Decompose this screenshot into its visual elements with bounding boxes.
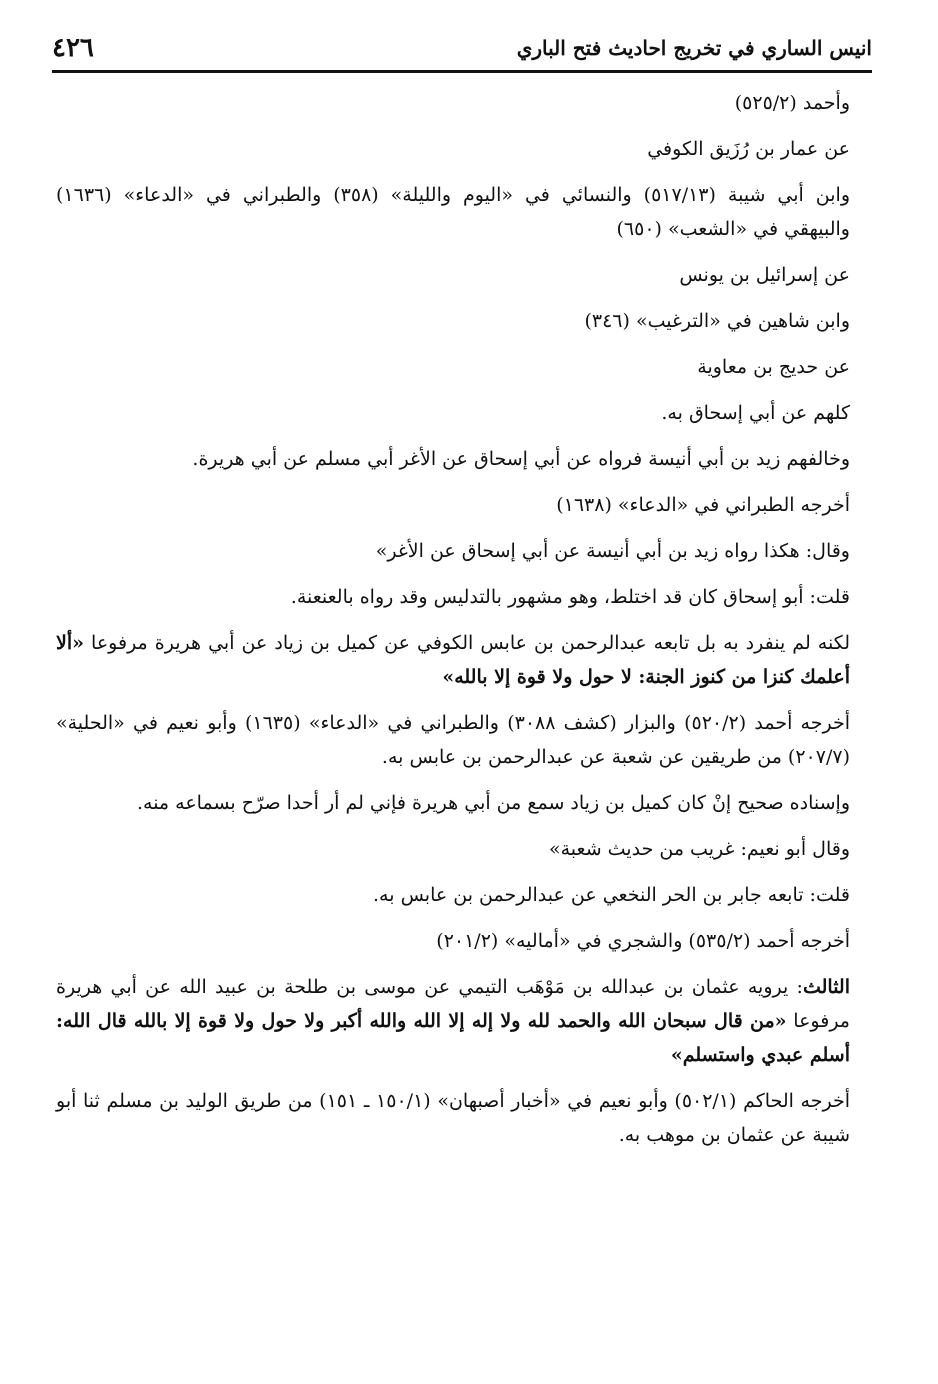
text-segment: : يرويه عثمان بن عبدالله بن مَوْهَب التيمي عن موسى بن طلحة بن عبيد الله عن أبي هريرة مرفوعا: [56, 976, 850, 1032]
paragraph: [56, 878, 872, 912]
page-body: [56, 86, 872, 1344]
text-segment: وقال: هكذا رواه زيد بن أبي أنيسة عن أبي إسحاق عن الأغر»: [375, 540, 850, 562]
paragraph: [56, 350, 872, 384]
text-segment: عن عمار بن رُزَيق الكوفي: [647, 138, 850, 160]
paragraph: [56, 442, 872, 476]
paragraph: [56, 832, 872, 866]
bold-text-segment: «ألا أعلمك كنزا من كنوز الجنة: لا حول ولا قوة إلا بالله»: [56, 632, 850, 688]
text-segment: وابن أبي شيبة (٥١٧/١٣) والنسائي في «اليوم والليلة» (٣٥٨) والطبراني في «الدعاء» (١٦٣٦) والبيهقي في «الشعب» (٦٥٠): [56, 184, 851, 240]
bold-text-segment: «من قال سبحان الله والحمد لله ولا إله إلا الله والله أكبر ولا حول ولا قوة إلا بالله قال الله: أسلم عبدي واستسلم»: [56, 1010, 850, 1066]
paragraph: [56, 970, 872, 1072]
text-segment: أخرجه أحمد (٥٣٥/٢) والشجري في «أماليه» (٢٠١/٢): [436, 930, 850, 952]
paragraph: [56, 924, 872, 958]
paragraph: [56, 534, 872, 568]
paragraph: [56, 626, 872, 694]
paragraph: [56, 258, 872, 292]
text-segment: وابن شاهين في «الترغيب» (٣٤٦): [584, 310, 850, 332]
bold-text-segment: الثالث: [802, 976, 850, 998]
text-segment: أخرجه الحاكم (٥٠٢/١) وأبو نعيم في «أخبار أصبهان» (١٥٠/١ ـ ١٥١) من طريق الوليد بن مسلم ثنا أبو شيبة عن عثمان بن موهب به.: [56, 1090, 850, 1146]
text-segment: كلهم عن أبي إسحاق به.: [661, 402, 850, 424]
text-segment: وخالفهم زيد بن أبي أنيسة فرواه عن أبي إسحاق عن الأغر أبي مسلم عن أبي هريرة.: [192, 448, 850, 470]
paragraph: [56, 580, 872, 614]
page-header: [52, 26, 872, 73]
paragraph: [56, 396, 872, 430]
paragraph: [56, 1084, 872, 1152]
paragraph: [56, 178, 872, 246]
paragraph: [56, 86, 872, 120]
text-segment: لكنه لم ينفرد به بل تابعه عبدالرحمن بن عابس الكوفي عن كميل بن زياد عن أبي هريرة مرفوعا: [84, 632, 850, 654]
text-segment: عن إسرائيل بن يونس: [679, 264, 850, 286]
paragraph: [56, 786, 872, 820]
text-segment: قلت: أبو إسحاق كان قد اختلط، وهو مشهور بالتدليس وقد رواه بالعنعنة.: [290, 586, 850, 608]
text-segment: أخرجه أحمد (٥٢٠/٢) والبزار (كشف ٣٠٨٨) والطبراني في «الدعاء» (١٦٣٥) وأبو نعيم في «الحلية» (٢٠٧/٧) من طريقين عن شعبة عن عبدالرحمن بن عابس به.: [56, 712, 850, 768]
running-title: انيس الساري في تخريج احاديث فتح الباري: [516, 36, 872, 60]
text-segment: قلت: تابعه جابر بن الحر النخعي عن عبدالرحمن بن عابس به.: [373, 884, 850, 906]
text-segment: عن حديج بن معاوية: [697, 356, 850, 378]
paragraph: [56, 706, 872, 774]
paragraph: [56, 304, 872, 338]
page-number: ٤٢٦: [52, 33, 94, 63]
text-segment: أخرجه الطبراني في «الدعاء» (١٦٣٨): [556, 494, 850, 516]
text-segment: وإسناده صحيح إنْ كان كميل بن زياد سمع من أبي هريرة فإني لم أر أحدا صرّح بسماعه منه.: [136, 792, 850, 814]
text-segment: وأحمد (٥٢٥/٢): [734, 92, 850, 114]
paragraph: [56, 132, 872, 166]
text-segment: وقال أبو نعيم: غريب من حديث شعبة»: [548, 838, 850, 860]
paragraph: [56, 488, 872, 522]
